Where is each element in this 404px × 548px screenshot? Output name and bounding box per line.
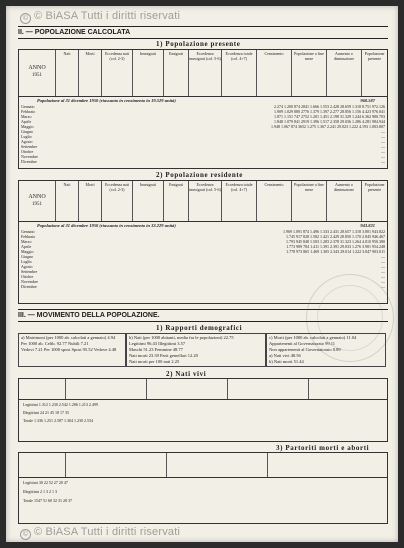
col-morti: Morti xyxy=(79,181,102,221)
table-row: Aprile 1.848 1.079 841 2919 1.396 1.517 2.358 29.036 1.286 4.281 984.944 xyxy=(21,119,385,124)
col-eccedenza-nati: Eccedenza nati (col. 2-3) xyxy=(102,181,133,221)
nati-line: Nati morti per 100 nati 2.25 xyxy=(129,359,180,364)
col-censimento: Censimento xyxy=(257,50,292,96)
nati-line: Nati morti 23.39 Parti gemellari 12.20 xyxy=(129,353,198,358)
watermark-bottom: © © BiASA Tutti i diritti riservati xyxy=(20,526,180,540)
col-censimento: Censimento xyxy=(257,181,292,221)
watermark-top: © © BiASA Tutti i diritti riservati xyxy=(20,10,180,24)
col-nati: Nati xyxy=(56,50,79,96)
table-row: Marzo 1.871 1.151 747 2752 1.201 1.451 2.198 31.329 1.244 6.362 980.703 xyxy=(21,114,385,119)
matrimoni-line: Per 1000 ab. Celib. 92.77 Nubili 7.21 xyxy=(21,341,89,346)
col-morti: Morti xyxy=(79,50,102,96)
col-immigrati: Immigrati xyxy=(133,181,164,221)
col-nati: Nati xyxy=(56,181,79,221)
section-rule xyxy=(18,38,388,39)
copyright-icon: © xyxy=(20,529,31,540)
morti-line: c) Morti (per 1000 ab. calcolati a gennaio) 11.04 xyxy=(269,335,357,340)
table-nati-vivi xyxy=(18,378,388,442)
table-row: Ottobre — xyxy=(21,149,385,154)
caption-value: 943.821 xyxy=(360,223,375,228)
table-2-title: 2) Popolazione residente xyxy=(156,171,243,179)
col-eccedenza-totale: Eccedenza totale (col. 4+7) xyxy=(222,181,257,221)
col-immigrati: Immigrati xyxy=(133,50,164,96)
table-1-title: 1) Popolazione presente xyxy=(156,40,241,48)
col-aumento: Aumento o diminuzione xyxy=(327,181,362,221)
nati-line: Maschi 51.23 Femmine 48.77 xyxy=(129,347,183,352)
anno-year: 1951 xyxy=(32,73,42,78)
partoriti-title: 3) Partoriti morti e aborti xyxy=(276,444,370,452)
anno-year: 1951 xyxy=(32,202,42,207)
table-row: Legittimi 30 22 52 27 20 47 xyxy=(23,480,68,485)
col-emigrati: Emigrati xyxy=(164,50,189,96)
col-eccedenza-totale: Eccedenza totale (col. 4+7) xyxy=(222,50,257,96)
rapporti-nati xyxy=(126,333,266,367)
anno-label: ANNO xyxy=(28,65,46,71)
table-row: Settembre — xyxy=(21,144,385,149)
table-row: Agosto — xyxy=(21,264,385,269)
nati-line: b) Nati (per 1000 abitanti, media fra le popolazioni) 22.75 xyxy=(129,335,234,340)
table-caption xyxy=(19,222,387,229)
table-row: Illegittimi 2 1 3 2 1 3 xyxy=(23,489,57,494)
anno-label: ANNO xyxy=(28,194,46,200)
table-row: Maggio 1.778 973 865 1.469 1.305 2.343 29.014 1.222 3.847 903.011 xyxy=(21,249,385,254)
rapporti-matrimoni xyxy=(18,333,126,367)
table-header xyxy=(19,379,387,400)
table-header xyxy=(19,453,387,478)
section-3-title: III. — MOVIMENTO DELLA POPOLAZIONE. xyxy=(18,312,160,319)
table-row: Luglio — xyxy=(21,259,385,264)
matrimoni-line: Vedovi 7.21 Per 1000 sposi Sposi 95.52 Vedove 4.48 xyxy=(21,347,117,352)
table-row: Giugno — xyxy=(21,254,385,259)
col-popolazione-presente: Popolazione presente xyxy=(364,51,385,61)
col-fine-mese: Popolazione a fine mese xyxy=(292,181,327,221)
col-eccedenza-immigrati: Eccedenza immigrati (col. 5-6) xyxy=(189,50,222,96)
table-row: Illegittimi 24 21 45 18 17 35 xyxy=(23,409,69,415)
table-row: Novembre — xyxy=(21,279,385,284)
table-row: Aprile 1.773 989 784 1.411 1.391 2.391 29.033 1.276 3.981 954.248 xyxy=(21,244,385,249)
section-2-title: II. — POPOLAZIONE CALCOLATA xyxy=(18,29,131,36)
table-row: Febbraio 1.745 917 828 1.582 1.421 2.429 28.850 1.170 2.845 946.467 xyxy=(21,234,385,239)
morti-line: a) Nati vivi 48.56 xyxy=(269,353,301,358)
col-eccedenza-nati: Eccedenza nati (col. 2-3) xyxy=(102,50,133,96)
morti-line: Appartenenti al Governatorato 99.11 xyxy=(269,341,336,346)
document-page xyxy=(6,6,398,542)
table-row: Novembre — xyxy=(21,154,385,159)
table-row: Marzo 1.793 945 848 1.503 1.283 2.378 31.323 1.264 4.010 950.380 xyxy=(21,239,385,244)
table-row: Settembre — xyxy=(21,269,385,274)
table-row: Luglio — xyxy=(21,134,385,139)
col-popolazione-residente: Popolazione presente xyxy=(364,182,385,192)
section-rule xyxy=(18,26,388,27)
col-aumento: Aumento o diminuzione xyxy=(327,50,362,96)
matrimoni-line: a) Matrimoni (per 1000 ab. calcolati a gennaio) 4.94 xyxy=(21,335,116,340)
table-row: Maggio 1.948 1.067 874 3652 1.275 1.367 2.241 29.023 1.222 4.193 1.003.807 xyxy=(21,124,385,129)
table-row: Giugno — xyxy=(21,129,385,134)
nati-vivi-title: 2) Nati vivi xyxy=(166,370,207,378)
morti-line: b) Nati morti 51.44 xyxy=(269,359,304,364)
morti-line: Non appartenenti al Governatorato 0.89 xyxy=(269,347,341,352)
table-row: Agosto — xyxy=(21,139,385,144)
table-header xyxy=(19,50,387,97)
table-row: Legittimi 1.312 1.230 2.542 1.286 1.213 2.499 xyxy=(23,401,98,407)
table-row: Dicembre — xyxy=(21,159,385,164)
nati-line: Legittimi 96.43 Illegittimi 3.57 xyxy=(129,341,186,346)
caption-text: Popolazione al 31 dicembre 1950 (riassunto in censimento in 19.529 unità) xyxy=(37,98,176,103)
table-partoriti-morti xyxy=(18,452,388,524)
rapporti-title: 1) Rapporti demografici xyxy=(156,324,243,332)
caption-text: Popolazione al 31 dicembre 1950 (riassunto in censimento in 33.229 unità) xyxy=(37,223,176,228)
table-row: Dicembre — xyxy=(21,284,385,289)
table-caption xyxy=(19,97,387,104)
table-header xyxy=(19,181,387,222)
table-popolazione-presente xyxy=(18,49,388,169)
table-row: Totale 1547 51 60 32 31 28 37 xyxy=(23,498,72,503)
caption-value: 968.587 xyxy=(360,98,375,103)
col-eccedenza-immigrati: Eccedenza immigrati (col. 5-6) xyxy=(189,181,222,221)
col-fine-mese: Popolazione a fine mese xyxy=(292,50,327,96)
table-row: Ottobre — xyxy=(21,274,385,279)
table-row: Febbraio 1.909 1.029 880 2776 1.379 1.397 2.277 28.856 1.156 4.423 976.041 xyxy=(21,109,385,114)
table-row: Gennaio 1.969 1.091 874 1.496 1.333 2.431 28.657 1.318 3.801 943.822 xyxy=(21,229,385,234)
table-row: Totale 1.336 1.251 2.587 1.304 1.230 2.534 xyxy=(23,417,93,423)
col-emigrati: Emigrati xyxy=(164,181,189,221)
rapporti-morti xyxy=(266,333,386,367)
table-row: Gennaio 2.274 1.200 874 2841 1.666 1.553 2.428 28.659 1.318 8.751 972.126 xyxy=(21,104,385,109)
copyright-icon: © xyxy=(20,13,31,24)
month-rows xyxy=(19,104,387,164)
